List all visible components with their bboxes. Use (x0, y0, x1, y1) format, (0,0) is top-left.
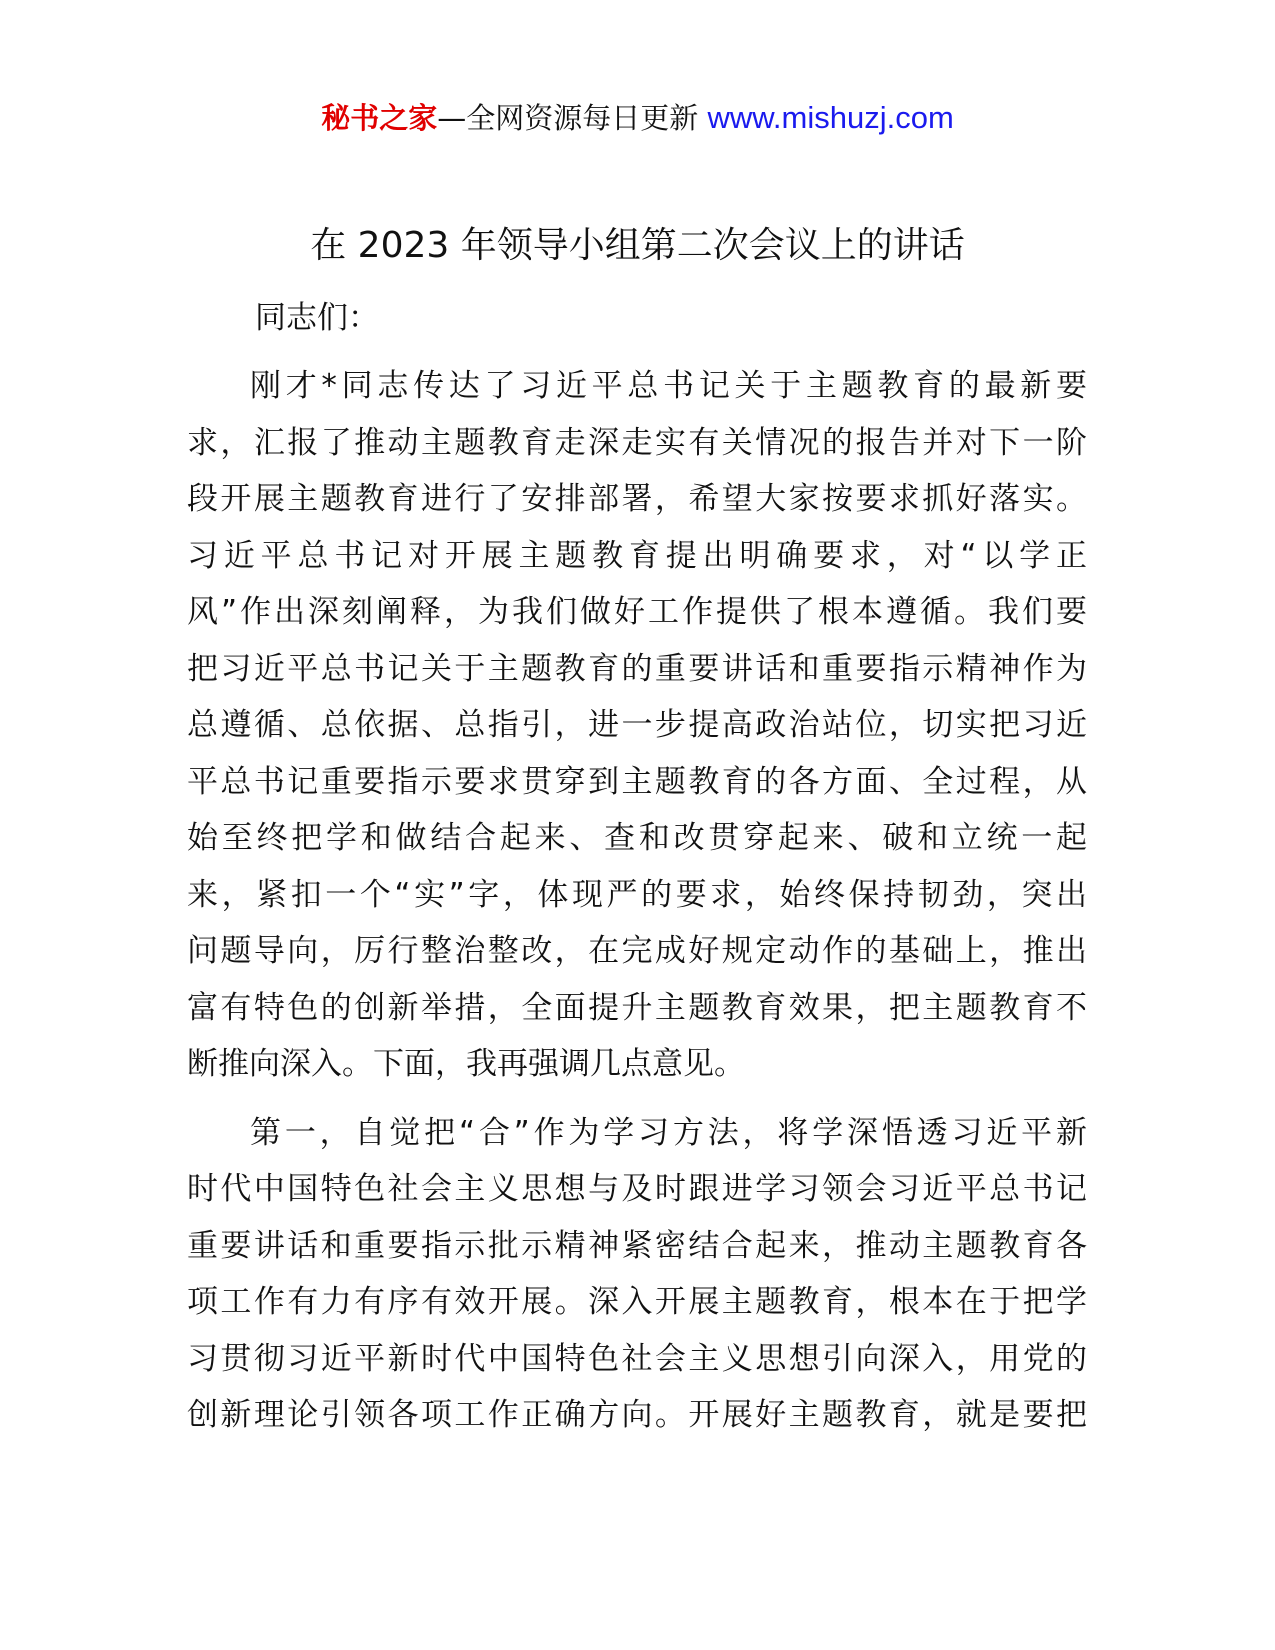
header-tagline: —全网资源每日更新 (437, 101, 699, 135)
brand-name: 秘书之家 (321, 101, 438, 135)
paragraph-2 (187, 1105, 1087, 1444)
paragraph-line: 重要讲话和重要指示批示精神紧密结合起来，推动主题教育各 (187, 1227, 1087, 1264)
document-body (187, 290, 1087, 1444)
paragraph-line: 总遵循、总依据、总指引，进一步提高政治站位，切实把习近 (187, 707, 1087, 743)
paragraph-line: 第一，自觉把“合”作为学习方法，将学深悟透习近平新 (250, 1114, 1087, 1151)
paragraph-line: 项工作有力有序有效开展。深入开展主题教育，根本在于把学 (187, 1284, 1087, 1320)
paragraph-line: 始至终把学和做结合起来、查和改贯穿起来、破和立统一起 (187, 820, 1087, 856)
paragraph-line: 时代中国特色社会主义思想与及时跟进学习领会习近平总书记 (187, 1171, 1087, 1207)
paragraph-line: 把习近平总书记关于主题教育的重要讲话和重要指示精神作为 (187, 650, 1087, 687)
paragraph-line: 平总书记重要指示要求贯穿到主题教育的各方面、全过程，从 (187, 763, 1087, 800)
paragraph-line: 问题导向，厉行整治整改，在完成好规定动作的基础上，推出 (187, 933, 1087, 969)
page-header (0, 98, 1275, 138)
paragraph-line: 刚才*同志传达了习近平总书记关于主题教育的最新要 (250, 368, 1087, 404)
paragraph-line: 来，紧扣一个“实”字，体现严的要求，始终保持韧劲，突出 (187, 876, 1087, 913)
paragraph-line: 风”作出深刻阐释，为我们做好工作提供了根本遵循。我们要 (187, 594, 1087, 630)
paragraph-line: 习近平总书记对开展主题教育提出明确要求，对“以学正 (187, 537, 1087, 574)
paragraph-line: 习贯彻习近平新时代中国特色社会主义思想引向深入，用党的 (187, 1340, 1087, 1377)
document-title: 在 2023 年领导小组第二次会议上的讲话 (310, 225, 965, 266)
paragraph-line: 段开展主题教育进行了安排部署，希望大家按要求抓好落实。 (187, 481, 1087, 517)
paragraph-line: 创新理论引领各项工作正确方向。开展好主题教育，就是要把 (187, 1397, 1087, 1433)
salutation: 同志们： (255, 300, 379, 336)
paragraph-line: 富有特色的创新举措，全面提升主题教育效果，把主题教育不 (187, 989, 1087, 1026)
paragraph-1 (187, 358, 1087, 1093)
paragraph-line: 求，汇报了推动主题教育走深走实有关情况的报告并对下一阶 (187, 424, 1087, 461)
paragraph-line: 断推向深入。下面，我再强调几点意见。 (187, 1046, 745, 1082)
site-url-link[interactable]: www.mishuzj.com (707, 100, 954, 135)
